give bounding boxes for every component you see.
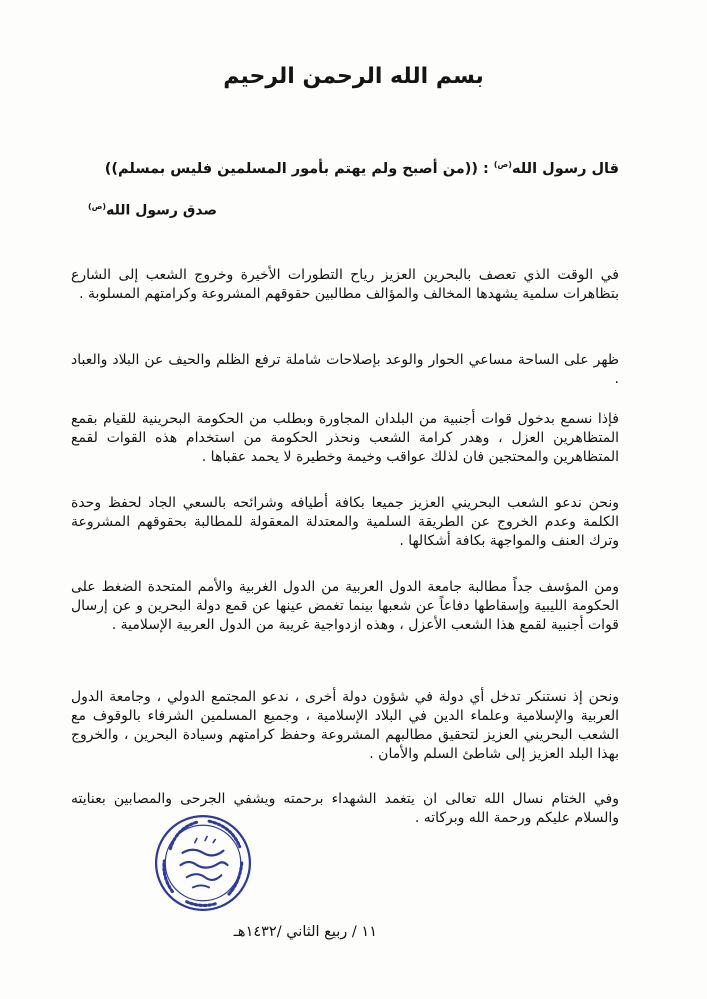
sadaq-text: صدق رسول الله bbox=[106, 202, 217, 219]
paragraph-6: ونحن إذ نستنكر تدخل أي دولة في شؤون دولة أخرى ، ندعو المجتمع الدولي ، وجامعة الدول العربية والإسلامية وعلماء الدين في البلاد الإسلامية ، وجميع المسلمين الشرفاء بالوقوف مع الشعب البحريني العزيز لتحقيق مطالبهم المشروعة وحفظ كرامتهم وسيادة البحرين ، والخروج بهذا البلد العزيز إلى شاطئ السلم والأمان . bbox=[71, 689, 619, 762]
paragraph-7: وفي الختام نسال الله تعالى ان يتغمد الشهداء برحمته ويشفي الجرحى والمصابين بعنايته والسلام عليكم ورحمة الله وبركاته . bbox=[71, 791, 619, 826]
paragraph-3: فإذا نسمع بدخول قوات أجنبية من البلدان المجاورة وبطلب من الحكومة البحرينية للقيام بقمع المتظاهرين العزل ، وهدر كرامة الشعب ونحذر الحكومة من استخدام هذه القوات لقمع المتظاهرين والمحتجين فان لذلك عواقب وخيمة وخطيرة لا يحمد عقباها . bbox=[71, 411, 619, 465]
paragraph-5: ومن المؤسف جداً مطالبة جامعة الدول العربية من الدول الغربية والأمم المتحدة الضغط على الحكومة الليبية وإسقاطها دفاعاً عن شعبها بينما تغمض عينها عن قمع دولة البحرين و عن إرسال قوات أجنبية لقمع هذا الشعب الأعزل ، وهذه ازدواجية غريبة من الدول العربية الإسلامية . bbox=[71, 579, 619, 633]
sadaq-line bbox=[88, 202, 217, 219]
sadaq-honorific: (ص) bbox=[88, 202, 107, 211]
hadith-line bbox=[105, 160, 619, 177]
honorific-mark: (ص) bbox=[493, 160, 512, 169]
hadith-intro: قال رسول الله bbox=[511, 160, 619, 177]
paragraph-2: ظهر على الساحة مساعي الحوار والوعد بإصلاحات شاملة ترفع الظلم والحيف عن البلاد والعباد . bbox=[71, 352, 619, 387]
basmala-heading: بسم الله الرحمن الرحيم bbox=[223, 64, 484, 89]
hadith-text: : ((من أصبح ولم يهتم بأمور المسلمين فليس بمسلم)) bbox=[104, 160, 489, 177]
date-line: ١١ / ربيع الثاني /١٤٣٢هـ bbox=[233, 924, 377, 940]
official-seal-stamp bbox=[152, 812, 254, 914]
paragraph-1: في الوقت الذي تعصف بالبحرين العزيز رياح التطورات الأخيرة وخروج الشعب إلى الشارع بتظاهرات سلمية يشهدها المخالف والمؤالف مطالبين حقوقهم المشروعة وكرامتهم المسلوبة . bbox=[71, 267, 619, 302]
paragraph-4: ونحن ندعو الشعب البحريني العزيز جميعا بكافة أطيافه وشرائحه بالسعي الجاد لحفظ وحدة الكلمة وعدم الخروج عن الطريقة السلمية والمعتدلة المعقولة للمطالبة بحقوقهم المشروعة وترك العنف والمواجهة بكافة أشكالها . bbox=[71, 495, 619, 549]
